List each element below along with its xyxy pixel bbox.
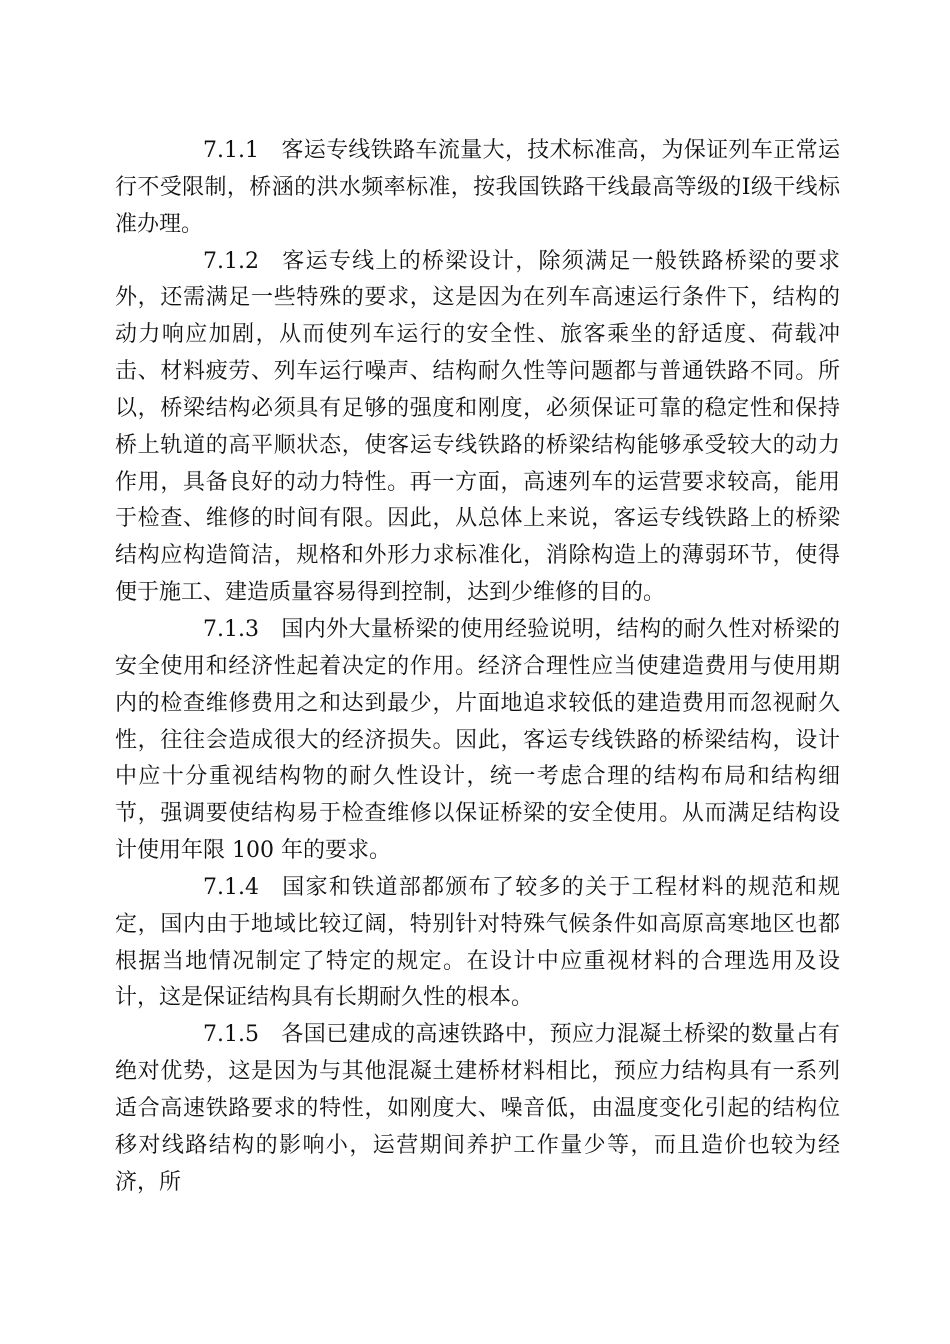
clause-text: 客运专线上的桥梁设计，除须满足一般铁路桥梁的要求外，还需满足一些特殊的要求，这是因为在列车高速运行条件下，结构的动力响应加剧，从而使列车运行的安全性、旅客乘坐的舒适度、荷载冲击、材料疲劳、列车运行噪声、结构耐久性等问题都与普通铁路不同。所以，桥梁结构必须具有足够的强度和刚度，必须保证可靠的稳定性和保持桥上轨道的高平顺状态，使客运专线铁路的桥梁结构能够承受较大的动力作用，具备良好的动力特性。再一方面，高速列车的运营要求较高，能用于检查、维修的时间有限。因此，从总体上来说，客运专线铁路上的桥梁结构应构造简洁，规格和外形力求标准化，消除构造上的薄弱环节，使得便于施工、建造质量容易得到控制，达到少维修的目的。 [115, 248, 840, 606]
clause-text: 国内外大量桥梁的使用经验说明，结构的耐久性对桥梁的安全使用和经济性起着决定的作用。经济合理性应当使建造费用与使用期内的检查维修费用之和达到最少，片面地追求较低的建造费用而忽视耐久性，往往会造成很大的经济损失。因此，客运专线铁路的桥梁结构，设计中应十分重视结构物的耐久性设计，统一考虑合理的结构布局和结构细节，强调要使结构易于检查维修以保证桥梁的安全使用。从而满足结构设计使用年限 100 年的要求。 [115, 616, 840, 864]
clause-number: 7.1.1 [203, 138, 259, 163]
clause-text: 各国已建成的高速铁路中，预应力混凝土桥梁的数量占有绝对优势，这是因为与其他混凝土建桥材料相比，预应力结构具有一系列适合高速铁路要求的特性，如刚度大、噪音低，由温度变化引起的结构位移对线路结构的影响小，运营期间养护工作量少等，而且造价也较为经济，所 [115, 1022, 840, 1195]
clause-7-1-4 [115, 870, 840, 1017]
clause-7-1-5 [115, 1017, 840, 1201]
clause-7-1-1 [115, 133, 840, 244]
clause-text: 客运专线铁路车流量大，技术标准高，为保证列车正常运行不受限制，桥涵的洪水频率标准，按我国铁路干线最高等级的Ⅰ级干线标准办理。 [115, 138, 840, 237]
clause-number: 7.1.2 [203, 248, 259, 274]
clause-7-1-2 [115, 244, 840, 612]
clause-number: 7.1.5 [203, 1022, 259, 1048]
clause-number: 7.1.3 [203, 616, 259, 642]
clause-text: 国家和铁道部都颁布了较多的关于工程材料的规范和规定，国内由于地域比较辽阔，特别针对特殊气候条件如高原高寒地区也都根据当地情况制定了特定的规定。在设计中应重视材料的合理选用及设计，这是保证结构具有长期耐久性的根本。 [115, 874, 840, 1011]
clause-number: 7.1.4 [203, 874, 259, 900]
document-body [115, 133, 840, 1201]
clause-7-1-3 [115, 612, 840, 870]
